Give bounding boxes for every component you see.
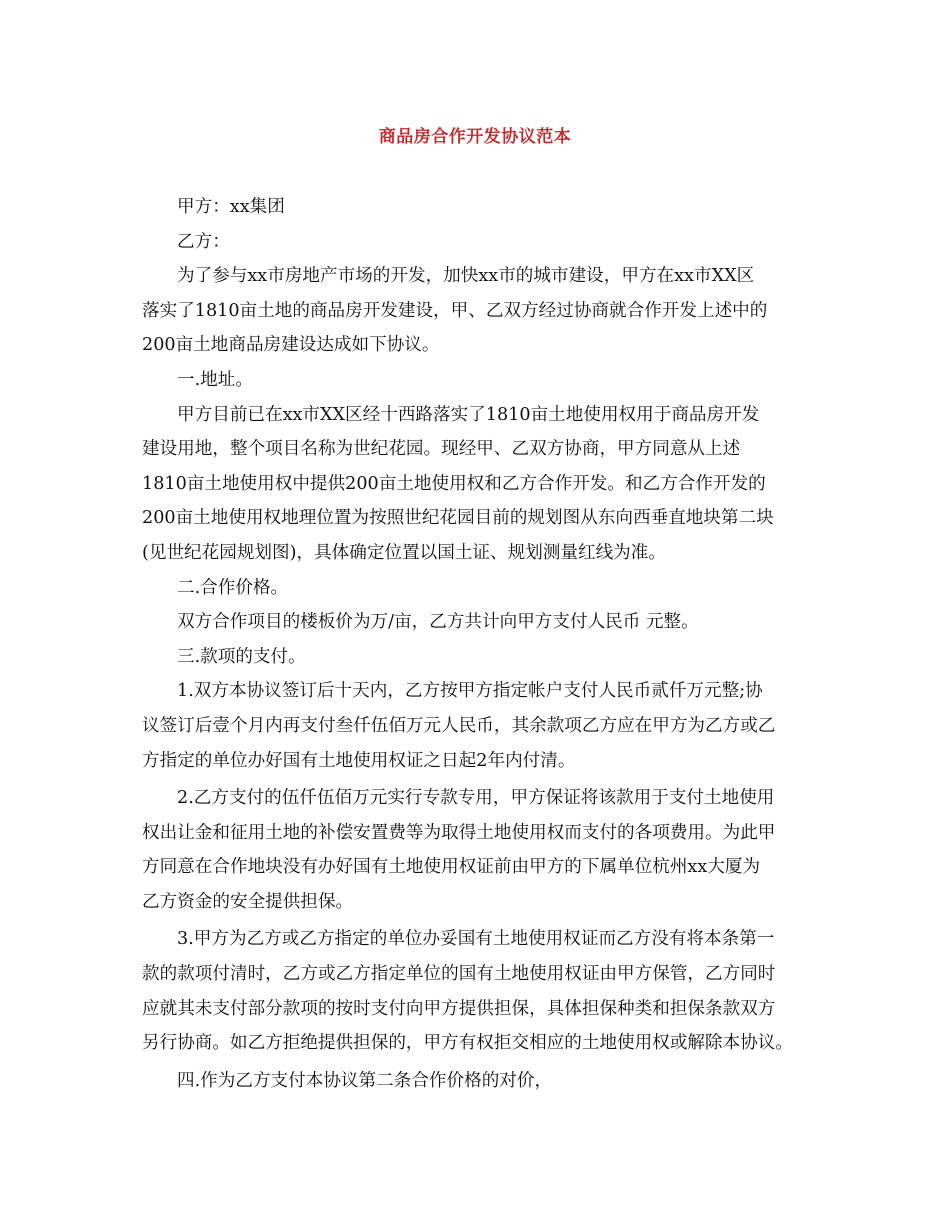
party-b-line: 乙方： — [177, 231, 230, 252]
paragraph-line: 方同意在合作地块没有办好国有土地使用权证前由甲方的下属单位杭州xx大厦为 — [142, 857, 761, 878]
party-a-line: 甲方：xx集团 — [177, 197, 285, 217]
paragraph-line: 为了参与xx市房地产市场的开发，加快xx市的城市建设，甲方在xx市XX区 — [177, 266, 755, 287]
paragraph-line: 双方合作项目的楼板价为万/亩，乙方共计向甲方支付人民币 元整。 — [177, 612, 699, 633]
paragraph-line: 议签订后壹个月内再支付叁仟伍佰万元人民币，其余款项乙方应在甲方为乙方或乙 — [142, 715, 776, 736]
paragraph-line: 乙方资金的安全提供担保。 — [142, 891, 354, 912]
paragraph-line: 1810亩土地使用权中提供200亩土地使用权和乙方合作开发。和乙方合作开发的 — [142, 473, 766, 494]
document-title: 商品房合作开发协议范本 — [378, 127, 572, 147]
document-body — [142, 190, 814, 1098]
paragraph-line: 建设用地，整个项目名称为世纪花园。现经甲、乙双方协商，甲方同意从上述 — [142, 439, 741, 460]
paragraph-line: 1.双方本协议签订后十天内，乙方按甲方指定帐户支付人民币贰仟万元整;协 — [177, 681, 763, 702]
section-heading: 一.地址。 — [177, 369, 253, 390]
section-heading: 四.作为乙方支付本协议第二条合作价格的对价， — [177, 1070, 553, 1091]
paragraph-line: 款的款项付清时，乙方或乙方指定单位的国有土地使用权证由甲方保管，乙方同时 — [142, 964, 776, 985]
paragraph-line: 200亩土地商品房建设达成如下协议。 — [142, 335, 440, 356]
paragraph-line: 3.甲方为乙方或乙方指定的单位办妥国有土地使用权证而乙方没有将本条第一 — [177, 929, 775, 950]
paragraph-line: 应就其未支付部分款项的按时支付向甲方提供担保，具体担保种类和担保条款双方 — [142, 998, 776, 1019]
section-heading: 二.合作价格。 — [177, 577, 289, 598]
paragraph-line: 另行协商。如乙方拒绝提供担保的，甲方有权拒交相应的土地使用权或解除本协议。 — [142, 1033, 793, 1054]
paragraph-line: 权出让金和征用土地的补偿安置费等为取得土地使用权而支付的各项费用。为此甲 — [142, 822, 776, 843]
paragraph-line: 甲方目前已在xx市XX区经十西路落实了1810亩土地使用权用于商品房开发 — [177, 404, 760, 425]
paragraph-line: 方指定的单位办好国有土地使用权证之日起2年内付清。 — [142, 750, 576, 771]
paragraph-line: 2.乙方支付的伍仟伍佰万元实行专款专用，甲方保证将该款用于支付土地使用 — [177, 788, 775, 809]
section-heading: 三.款项的支付。 — [177, 646, 306, 667]
paragraph-line: 200亩土地使用权地理位置为按照世纪花园目前的规划图从东向西垂直地块第二块 — [142, 508, 774, 529]
paragraph-line: 落实了1810亩土地的商品房开发建设，甲、乙双方经过协商就合作开发上述中的 — [142, 300, 768, 321]
paragraph-line: (见世纪花园规划图)，具体确定位置以国土证、规划测量红线为准。 — [142, 542, 666, 563]
